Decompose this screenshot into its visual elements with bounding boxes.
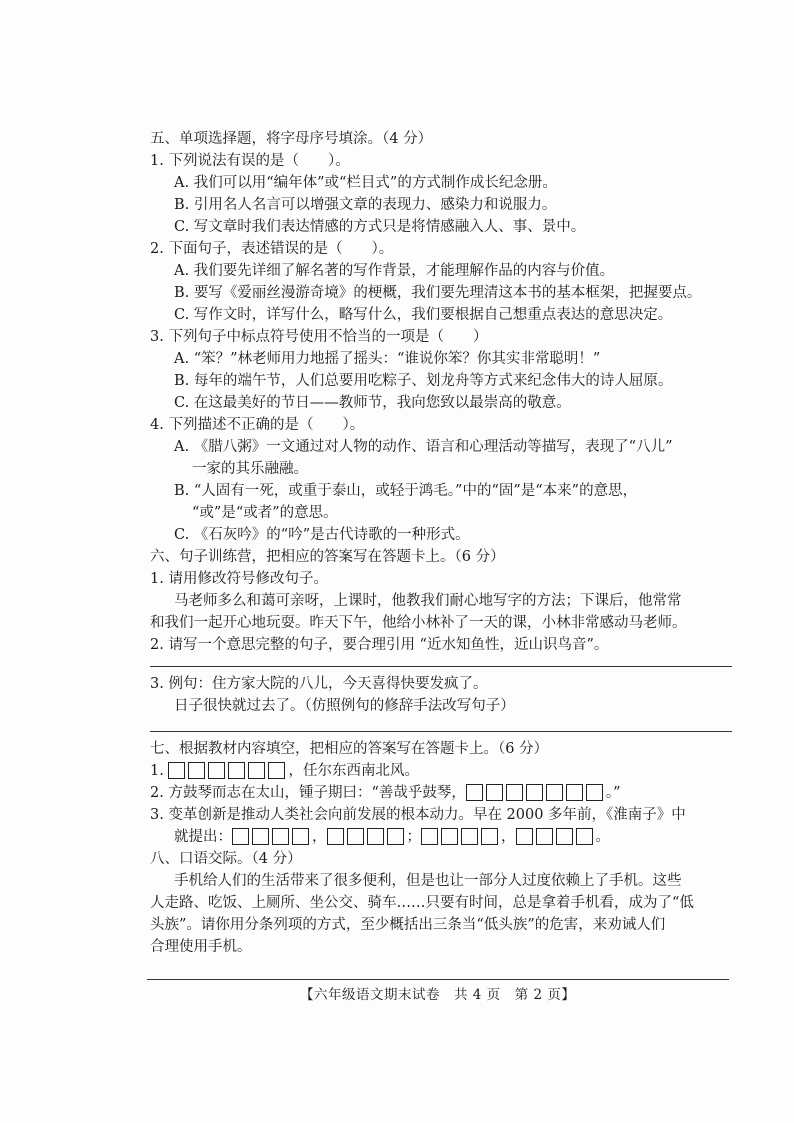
blank-box — [566, 784, 583, 801]
s6-question-2: 2. 请写一个意思完整的句子，要合理引用 “近水知鱼性，近山识鸟音”。 — [150, 637, 609, 653]
s7-question-3-blanks: 就提出： ， ； ， 。 — [174, 829, 610, 845]
s6-q1-passage-line-1: 马老师多么和蔼可亲呀，上课时，他教我们耐心地写字的方法；下课后，他常常 — [174, 593, 682, 609]
s6-question-1: 1. 请用修改符号修改句子。 — [150, 571, 328, 587]
blank-box — [516, 828, 533, 845]
s7-q2-text: 2. 方鼓琴而志在太山，锺子期曰：“善哉乎鼓琴， — [150, 785, 466, 801]
blank-box — [268, 762, 285, 779]
s5-q2-option-a: A. 我们要先详细了解名著的写作背景，才能理解作品的内容与价值。 — [174, 263, 615, 279]
section-5-title: 五、单项选择题，将字母序号填涂。（4 分） — [150, 131, 433, 147]
blank-box — [481, 828, 498, 845]
blank-box — [576, 828, 593, 845]
s7-q1-text: ，任尔东西南北风。 — [288, 763, 419, 779]
page-footer: 【六年级语文期末试卷 共 4 页 第 2 页】 — [300, 987, 576, 1003]
exam-content — [150, 128, 735, 958]
s5-q2-option-c: C. 写作文时，详写什么，略写什么，我们要根据自己想重点表达的意思决定。 — [174, 307, 673, 323]
s7-q2-end: 。” — [605, 785, 621, 801]
blank-box — [228, 762, 245, 779]
s5-question-2: 2. 下面句子，表述错误的是（ ）。 — [150, 241, 394, 257]
blank-box — [232, 828, 249, 845]
s7-question-2 — [150, 782, 735, 804]
blank-box — [252, 828, 269, 845]
s5-question-3: 3. 下列句子中标点符号使用不恰当的一项是（ ） — [150, 329, 488, 345]
s5-q1-option-a: A. 我们可以用“编年体”或“栏目式”的方式制作成长纪念册。 — [174, 175, 557, 191]
blank-box — [421, 828, 438, 845]
s5-q3-option-b: B. 每年的端午节，人们总要用吃粽子、划龙舟等方式来纪念伟大的诗人屈原。 — [174, 373, 673, 389]
section-7-title: 七、根据教材内容填空，把相应的答案写在答题卡上。（6 分） — [150, 741, 549, 757]
blank-box — [526, 784, 543, 801]
s5-q4-option-a-cont: 一家的其乐融融。 — [192, 461, 308, 477]
s5-q4-option-b: B. “人固有一死，或重于泰山，或轻于鸿毛。”中的“固”是“本来”的意思， — [174, 483, 638, 499]
blank-box — [461, 828, 478, 845]
blank-box — [367, 828, 384, 845]
section-8-title: 八、口语交际。（4 分） — [150, 851, 302, 867]
s7-question-3: 3. 变革创新是推动人类社会向前发展的根本动力。早在 2000 多年前，《淮南子》中 — [150, 807, 686, 823]
s5-q4-option-b-cont: “或”是“或者”的意思。 — [192, 505, 338, 521]
blank-box — [248, 762, 265, 779]
blank-box — [506, 784, 523, 801]
s6-question-3: 3. 例句：住方家大院的八儿，今天喜得快要发疯了。 — [150, 676, 488, 692]
blank-box — [292, 828, 309, 845]
s6-q3-task: 日子很快就过去了。（仿照例句的修辞手法改写句子） — [174, 698, 515, 714]
section-6-title: 六、句子训练营，把相应的答案写在答题卡上。（6 分） — [150, 549, 505, 565]
s5-q4-option-a: A. 《腊八粥》一文通过对人物的动作、语言和心理活动等描写，表现了“八儿” — [174, 439, 673, 455]
s8-paragraph-line-2: 人走路、吃饭、上厕所、坐公交、骑车……只要有时间，总是拿着手机看，成为了“低 — [150, 895, 694, 911]
s5-q1-option-b: B. 引用名人名言可以增强文章的表现力、感染力和说服力。 — [174, 197, 557, 213]
s5-q3-option-a: A. “笨？”林老师用力地摇了摇头：“谁说你笨？你其实非常聪明！” — [174, 351, 601, 367]
blank-box — [327, 828, 344, 845]
blank-box — [272, 828, 289, 845]
blank-box — [168, 762, 185, 779]
s8-paragraph-line-4: 合理使用手机。 — [150, 939, 252, 955]
blank-box — [387, 828, 404, 845]
footer-rule — [147, 979, 729, 980]
s5-q3-option-c: C. 在这最美好的节日——教师节，我向您致以最崇高的敬意。 — [174, 395, 571, 411]
blank-box — [536, 828, 553, 845]
s6-q1-passage-line-2: 和我们一起开心地玩耍。昨天下午，他给小林补了一天的课，小林非常感动马老师。 — [150, 615, 687, 631]
blank-box — [441, 828, 458, 845]
blank-box — [466, 784, 483, 801]
s7-q3-lead: 就提出： — [174, 829, 232, 845]
s5-question-1: 1. 下列说法有误的是（ ）。 — [150, 153, 350, 169]
blank-box — [208, 762, 225, 779]
blank-box — [556, 828, 573, 845]
blank-box — [486, 784, 503, 801]
s5-q2-option-b: B. 要写《爱丽丝漫游奇境》的梗概，我们要先理清这本书的基本框架，把握要点。 — [174, 285, 702, 301]
blank-box — [347, 828, 364, 845]
s8-paragraph-line-1: 手机给人们的生活带来了很多便利，但是也让一部分人过度依赖上了手机。这些 — [174, 873, 682, 889]
blank-box — [586, 784, 603, 801]
blank-box — [546, 784, 563, 801]
s8-paragraph-line-3: 头族”。请你用分条列项的方式，至少概括出三条当“低头族”的危害，来劝诫人们 — [150, 917, 666, 933]
s5-q1-option-c: C. 写文章时我们表达情感的方式只是将情感融入人、事、景中。 — [174, 219, 586, 235]
blank-box — [188, 762, 205, 779]
s7-question-1: 1. ，任尔东西南北风。 — [150, 763, 419, 779]
s5-q4-option-c: C. 《石灰吟》的“吟”是古代诗歌的一种形式。 — [174, 527, 470, 543]
s5-question-4: 4. 下列描述不正确的是（ ）。 — [150, 417, 365, 433]
